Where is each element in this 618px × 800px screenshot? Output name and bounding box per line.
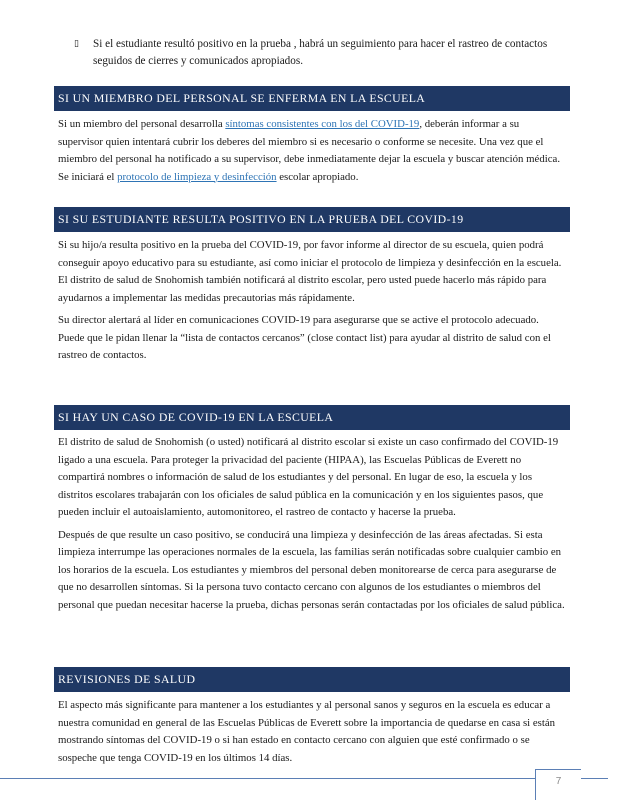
section-body-school-case: [58, 434, 566, 619]
paragraph: El aspecto más significante para mantener a los estudiantes y al personal sanos y seguros en la escuela es educar a nuestra comunidad en general de las Escuelas Públicas de Everett sobre la importancia de quedarse en casa si están mostrando síntomas del COVID-19 o si han estado en contacto cercano con alguien que esté confirmado o se sospeche que tenga COVID-19 en los últimos 14 días.: [58, 699, 556, 764]
paragraph: [58, 116, 566, 186]
section-heading-student-positive: SI SU ESTUDIANTE RESULTA POSITIVO EN LA PRUEBA DEL COVID-19: [54, 207, 570, 232]
cleaning-protocol-link[interactable]: protocolo de limpieza y desinfección: [117, 170, 277, 183]
paragraph-text: escolar apropiado.: [276, 170, 359, 183]
footer-rule: [0, 778, 608, 779]
section-body-staff-sick: [58, 116, 566, 191]
page-number-box: [535, 769, 581, 800]
paragraph: Si su hijo/a resulta positivo en la prueba del COVID-19, por favor informe al director de su escuela, quien podrá conseguir apoyo educativo para su estudiante, así como iniciar el protocolo de limpieza y desinfección en la escuela. El distrito de salud de Snohomish también notificará al distrito escolar, pero usted puede hacerlo más rápido para ayudarnos a implementar las medidas precautorias más rápidamente.: [58, 239, 562, 304]
section-body-health-checks: [58, 697, 566, 772]
section-body-student-positive: [58, 237, 566, 370]
paragraph-text: , deberán informar a su supervisor quien intentará cubrir los deberes del miembro si es necesario o conforme se necesite. Una vez que el miembro del personal ha notificado a su supervisor, debe inmediatamente dejar la escuela y buscar atención médica. Se iniciará el: [58, 118, 561, 183]
section-heading-school-case: SI HAY UN CASO DE COVID-19 EN LA ESCUELA: [54, 405, 570, 430]
paragraph-text: Si un miembro del personal desarrolla: [58, 118, 226, 130]
section-heading-health-checks: REVISIONES DE SALUD: [54, 667, 570, 692]
section-heading-staff-sick: SI UN MIEMBRO DEL PERSONAL SE ENFERMA EN LA ESCUELA: [54, 86, 570, 111]
paragraph: Después de que resulte un caso positivo, se conducirá una limpieza y desinfección de las áreas afectadas. Si esta limpieza interrumpe las operaciones normales de la escuela, las familias serán notificadas sobre cualquier cambio en los horarios de la escuela. Los estudiantes y miembros del personal deben monitorearse de cerca para asegurarse de que no desarrollen síntomas. Si la persona tuvo contacto cercano con algunos de los estudiantes o miembros del personal que puedan necesitar hacerse la prueba, dichas personas serán contactadas por los oficiales de salud pública.: [58, 528, 565, 611]
bullet-text: Si el estudiante resultó positivo en la prueba , habrá un seguimiento para hacer el rastreo de contactos seguidos de cierres y comunicados apropiados.: [93, 38, 548, 67]
paragraph: Su director alertará al líder en comunicaciones COVID-19 para asegurarse que se active el protocolo adecuado. Puede que le pidan llenar la “lista de contactos cercanos” (close contact list) para ayudar al distrito de salud con el rastreo de contactos.: [58, 314, 551, 361]
page-number: 7: [555, 776, 562, 787]
symptoms-link[interactable]: síntomas consistentes con los del COVID-19: [225, 118, 420, 130]
paragraph: El distrito de salud de Snohomish (o usted) notificará al distrito escolar si existe un caso confirmado del COVID-19 ligado a una escuela. Para proteger la privacidad del paciente (HIPAA), las Escuelas Públicas de Everett no compartirá nombres o información de salud de los estudiantes y del personal. En lugar de eso, la escuela y los distritos escolares trabajarán con los oficiales de salud pública en la comunicación y en los siguientes pasos, que pueden incluir el autoaislamiento, automonitoreo, el rastreo de contacto y hacerse la prueba.: [58, 436, 559, 518]
bullet-item: [74, 36, 564, 70]
bullet-marker: ▯: [74, 39, 79, 49]
